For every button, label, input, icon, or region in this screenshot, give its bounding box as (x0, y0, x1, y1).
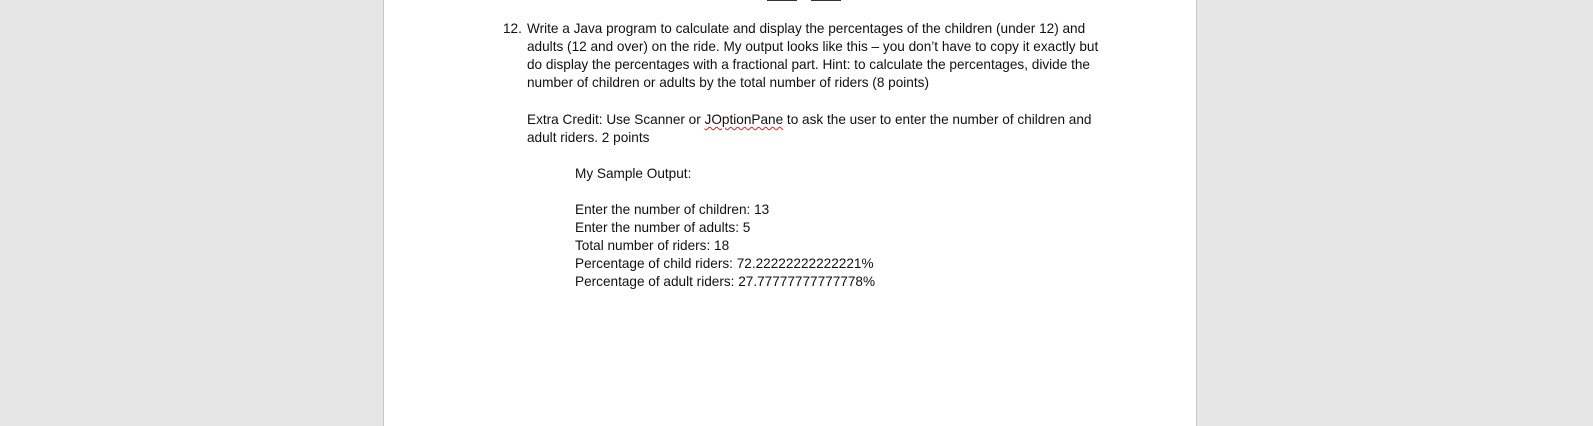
question-line: do display the percentages with a fractional part. Hint: to calculate the percentages, divide the (527, 57, 1090, 72)
extra-credit-line-2: adult riders. 2 points (527, 130, 650, 145)
extra-credit-text-before: Extra Credit: Use Scanner or (527, 112, 705, 127)
extra-credit-line-1 (527, 111, 1091, 129)
sample-output-line: Percentage of adult riders: 27.77777777777778% (575, 274, 876, 289)
list-item-number: 12. (503, 21, 522, 36)
sample-output-line: Enter the number of adults: 5 (575, 220, 751, 235)
extra-credit-paragraph (527, 111, 1091, 147)
sample-output-block (575, 201, 875, 291)
sample-output-line: Percentage of child riders: 72.22222222222221% (575, 256, 874, 271)
question-line: adults (12 and over) on the ride. My output looks like this – you don’t have to copy it exactly but (527, 39, 1099, 54)
question-line: number of children or adults by the total number of riders (8 points) (527, 75, 929, 90)
extra-credit-text-after: to ask the user to enter the number of children and (783, 112, 1092, 127)
sample-output-heading: My Sample Output: (575, 166, 692, 181)
question-line: Write a Java program to calculate and display the percentages of the children (under 12) and (527, 21, 1086, 36)
cut-off-mark-2 (811, 0, 841, 1)
spellcheck-flagged-word[interactable]: JOptionPane (704, 112, 784, 127)
sample-output-line: Enter the number of children: 13 (575, 202, 770, 217)
cut-off-mark-1 (767, 0, 797, 1)
cut-off-text-marks (383, 0, 1197, 2)
sample-output-line: Total number of riders: 18 (575, 238, 730, 253)
question-paragraph (527, 20, 1098, 92)
